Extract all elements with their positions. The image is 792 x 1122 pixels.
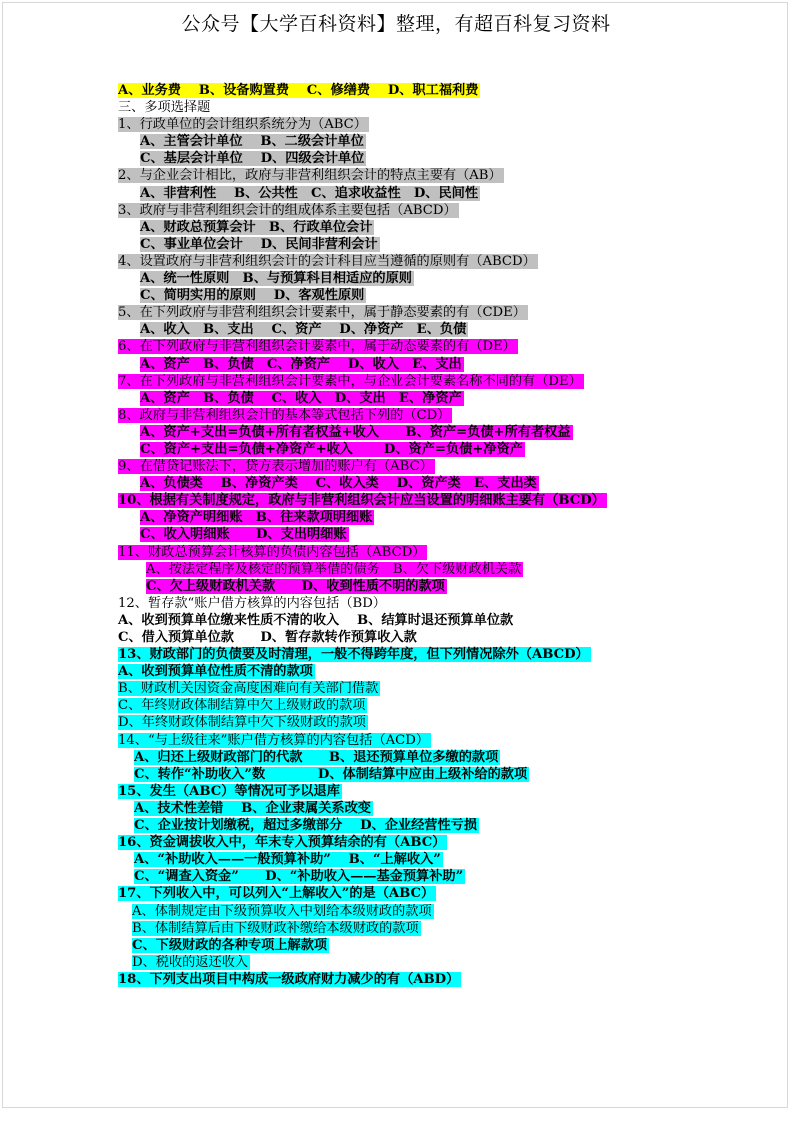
option-line: C、转作“补助收入”数 D、体制结算中应由上级补给的款项 [134, 766, 528, 782]
document-header: 公众号【大学百科资料】整理，有超百科复习资料 [181, 13, 611, 35]
question-line: 15、发生（ABC）等情况可予以退库 [118, 783, 340, 799]
option-line: C、下级财政的各种专项上解款项 [132, 937, 328, 953]
option-line: A、非营利性 B、公共性 C、追求收益性 D、民间性 [140, 185, 479, 201]
option-line: B、体制结算后由下级财政补缴给本级财政的款项 [132, 920, 419, 936]
option-line: C、欠上级财政机关款 D、收到性质不明的款项 [146, 578, 445, 594]
question-line: 1、行政单位的会计组织系统分为（ABC） [118, 117, 367, 133]
question-line: 9、在借贷记账法下，贷方表示增加的账户有（ABC） [118, 459, 433, 475]
question-line: 4、设置政府与非营利组织会计的会计科目应当遵循的原则有（ABCD） [118, 253, 536, 269]
option-line: A、技术性差错 B、企业隶属关系改变 [134, 800, 371, 816]
question-line: 13、财政部门的负债要及时清理，一般不得跨年度，但下列情况除外（ABCD） [118, 647, 589, 663]
option-line: C、收入明细账 D、支出明细账 [140, 527, 347, 543]
question-line: 10、根据有关制度规定，政府与非营利组织会计应当设置的明细账主要有（BCD） [118, 493, 605, 509]
option-line: A、按法定程序及核定的预算举借的债务 B、欠下级财政机关款 [146, 561, 522, 577]
question-line: 2、与企业会计相比，政府与非营利组织会计的特点主要有（AB） [118, 168, 502, 184]
option-line: C、“调查入资金” D、“补助收入——基金预算补助” [134, 869, 464, 885]
option-line: C、简明实用的原则 D、客观性原则 [140, 288, 365, 304]
option-line: D、年终财政体制结算中欠下级财政的款项 [118, 715, 366, 731]
question-line: 12、暂存款“账户借方核算的内容包括（BD） [118, 595, 386, 611]
option-line: A、财政总预算会计 B、行政单位会计 [140, 219, 373, 235]
option-line: C、借入预算单位款 D、暂存款转作预算收入款 [118, 630, 417, 645]
option-line: C、基层会计单位 D、四级会计单位 [140, 151, 365, 167]
question-line: 16、资金调拔收入中，年末专入预算结余的有（ABC） [118, 835, 446, 851]
option-line: C、年终财政体制结算中欠上级财政的款项 [118, 698, 366, 714]
option-line: D、税收的返还收入 [132, 954, 249, 970]
option-line: A、统一性原则 B、与预算科目相适应的原则 [140, 271, 412, 287]
option-line: C、事业单位会计 D、民间非营利会计 [140, 236, 378, 252]
question-line: 6、在下列政府与非营利组织会计要素中，属于动态要素的有（DE） [118, 339, 516, 355]
option-line: A、主管会计单位 B、二级会计单位 [140, 134, 364, 150]
section-heading: 三、多项选择题 [118, 100, 211, 116]
question-line: 8、政府与非营利组织会计的基本等式包括下列的（CD） [118, 407, 451, 423]
option-line: A、收到预算单位缴来性质不清的收入 B、结算时退还预算单位款 [118, 612, 514, 628]
question-line: 14、“与上级往来”账户借方核算的内容包括（ACD） [118, 732, 430, 748]
option-line: A、体制规定由下级预算收入中划给本级财政的款项 [132, 903, 432, 919]
option-line: A、资产 B、负债 C、净资产 D、收入 E、支出 [140, 356, 462, 372]
document-body [118, 82, 738, 988]
text-line: A、业务费 B、设备购置费 C、修缮费 D、职工福利费 [118, 83, 479, 98]
option-line: A、净资产明细账 B、往来款项明细账 [140, 510, 373, 526]
option-line: A、负债类 B、净资产类 C、收入类 D、资产类 E、支出类 [140, 476, 537, 492]
option-line: A、资产 B、负债 C、收入 D、支出 E、净资产 [140, 390, 462, 406]
question-line: 11、财政总预算会计核算的负债内容包括（ABCD） [118, 544, 426, 560]
option-line: A、收到预算单位性质不清的款项 [118, 664, 313, 680]
option-line: A、归还上级财政部门的代款 B、退还预算单位多缴的款项 [134, 749, 499, 765]
question-line: 3、政府与非营利组织会计的组成体系主要包括（ABCD） [118, 202, 457, 218]
option-line: C、企业按计划缴税，超过多缴部分 D、企业经营性亏损 [134, 818, 478, 834]
question-line: 7、在下列政府与非营利组织会计要素中，与企业会计要素名称不同的有（DE） [118, 373, 582, 389]
option-line: B、财政机关因资金高度困难向有关部门借款 [118, 681, 379, 697]
option-line: A、收入 B、支出 C、资产 D、净资产 E、负债 [140, 322, 467, 338]
question-line: 17、下列收入中，可以列入“上解收入”的是（ABC） [118, 886, 435, 902]
question-line: 18、下列支出项目中构成一级政府财力减少的有（ABD） [118, 971, 460, 987]
question-line: 5、在下列政府与非营利组织会计要素中，属于静态要素的有（CDE） [118, 305, 526, 321]
option-line: A、资产+支出=负债+所有者权益+收入 B、资产=负债+所有者权益 [140, 424, 571, 440]
option-line: C、资产+支出=负债+净资产+收入 D、资产=负债+净资产 [140, 441, 523, 457]
option-line: A、“补助收入——一般预算补助” B、“上解收入” [134, 852, 441, 868]
